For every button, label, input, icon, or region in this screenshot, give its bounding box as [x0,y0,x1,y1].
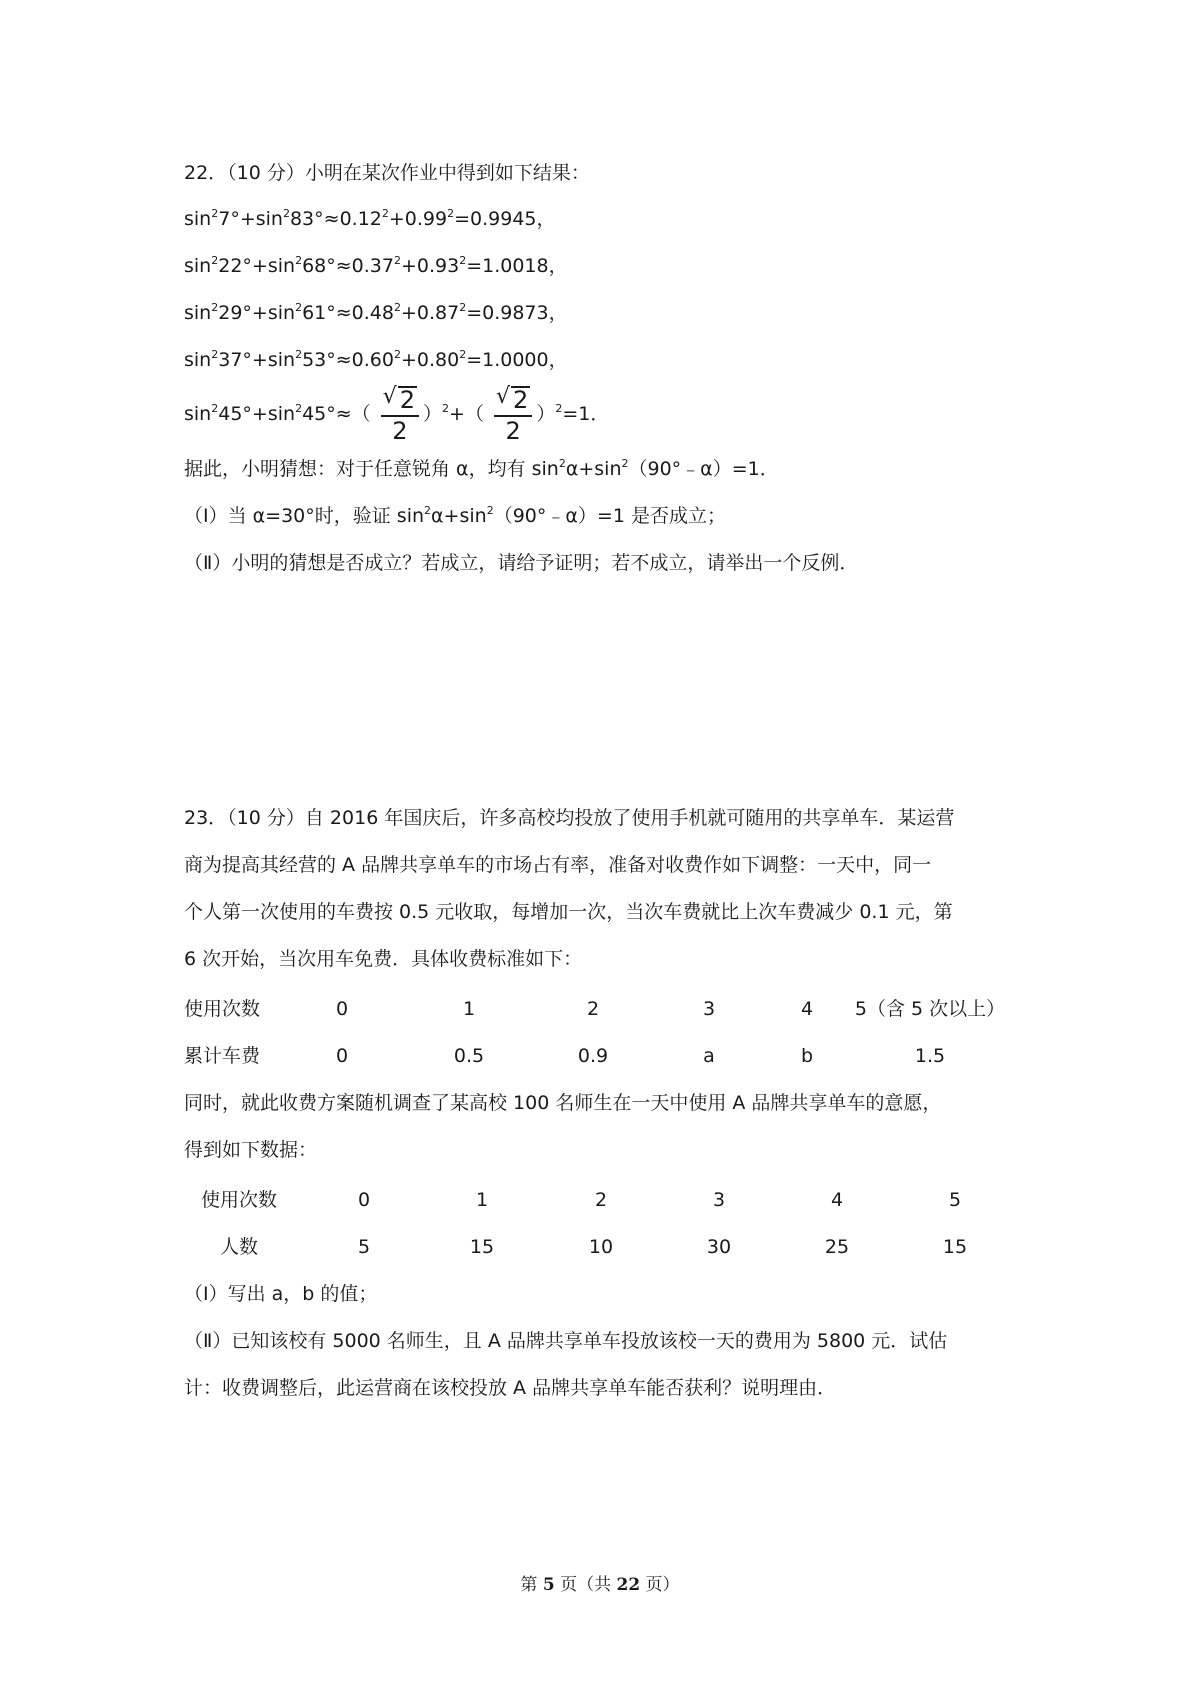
table-cell: 15 [942,1236,968,1258]
table-cell: b [800,1045,814,1067]
q22-heading: 22．（10 分）小明在某次作业中得到如下结果： [184,162,590,184]
q22-equation-1: $\sin^27^\circ+\sin^283^\circ\approx 0.12^2+0.99^2=0.9945$， [184,207,556,230]
page-footer: 第 5 页（共 22 页） [520,1575,680,1595]
table-cell: 5 [948,1189,962,1211]
table-cell: 人数 [219,1236,259,1258]
table-cell: 3 [702,998,716,1020]
page-total: 22 [616,1575,641,1595]
table-cell: 2 [586,998,600,1020]
q22-part-2: （Ⅱ）小明的猜想是否成立？若成立，请给予证明；若不成立，请举出一个反例． [184,552,859,574]
table-cell: a [703,1045,715,1067]
q22-equation-5: $\sin^245^\circ+\sin^245^\circ\approx$（ √ 2 2 ）$^2$+（ √ 2 2 ）$^2$=1． [184,384,610,445]
table-cell: 2 [594,1189,608,1211]
q23-survey-line: 同时，就此收费方案随机调查了某高校 100 名师生在一天中使用 A 品牌共享单车的意愿， [184,1092,942,1114]
table-cell: 3 [712,1189,726,1211]
table-cell: 0 [335,998,349,1020]
q23-part-1: （Ⅰ）写出 a，b 的值； [184,1283,378,1305]
q23-paragraph-line: 23．（10 分）自 2016 年国庆后，许多高校均投放了使用手机就可随用的共享单车．某运营 [184,807,955,829]
table-cell: 0 [335,1045,349,1067]
table-cell: 使用次数 [184,998,261,1020]
fraction-sqrt2-over-2: √ 2 2 [494,386,532,443]
table-cell: 使用次数 [200,1189,278,1211]
q22-equation-4: $\sin^237^\circ+\sin^253^\circ\approx 0.60^2+0.80^2=1.0000$， [184,348,568,371]
table-cell: 25 [824,1236,850,1258]
table-cell: 0 [357,1189,371,1211]
q22-equation-2: $\sin^222^\circ+\sin^268^\circ\approx 0.37^2+0.93^2=1.0018$， [184,254,568,277]
table-cell: 30 [706,1236,732,1258]
page-number: 5 [542,1575,555,1595]
table-cell: 5 [357,1236,371,1258]
q23-survey-line: 得到如下数据： [184,1139,318,1161]
q23-paragraph-line: 个人第一次使用的车费按 0.5 元收取，每增加一次，当次车费就比上次车费减少 0.1 元，第 [184,901,953,923]
q22-conjecture: 据此，小明猜想：对于任意锐角 α，均有 $\sin^2\alpha+\sin^2(90^\circ﹣\alpha)=1$． [184,457,779,480]
table-cell: 1 [475,1189,489,1211]
table-cell: 1 [462,998,476,1020]
q23-paragraph-line: 商为提高其经营的 A 品牌共享单车的市场占有率，准备对收费作如下调整：一天中，同一 [184,854,932,876]
table-cell: 0.5 [453,1045,485,1067]
fraction-sqrt2-over-2: √ 2 2 [381,386,419,443]
q22-equation-3: $\sin^229^\circ+\sin^261^\circ\approx 0.48^2+0.87^2=0.9873$， [184,301,568,324]
q22-part-1: （Ⅰ）当 α=30°时，验证 $\sin^2\alpha+\sin^2(90^\circ﹣\alpha)=1$ 是否成立； [184,504,726,527]
table-cell: 4 [830,1189,844,1211]
table-cell: 4 [800,998,814,1020]
q23-paragraph-line: 6 次开始，当次用车免费．具体收费标准如下： [184,948,583,970]
table-cell: 1.5 [914,1045,946,1067]
table-cell: 0.9 [577,1045,609,1067]
sqrt-icon: √ [382,384,397,409]
table-cell: 10 [588,1236,614,1258]
table-cell: 5（含 5 次以上） [854,998,1006,1020]
q23-part-2-line: 计：收费调整后，此运营商在该校投放 A 品牌共享单车能否获利？说明理由． [184,1377,837,1399]
sqrt-icon: √ [496,384,511,409]
table-cell: 15 [469,1236,495,1258]
table-cell: 累计车费 [184,1045,261,1067]
q23-part-2-line: （Ⅱ）已知该校有 5000 名师生，且 A 品牌共享单车投放该校一天的费用为 5800 元．试估 [184,1330,948,1352]
